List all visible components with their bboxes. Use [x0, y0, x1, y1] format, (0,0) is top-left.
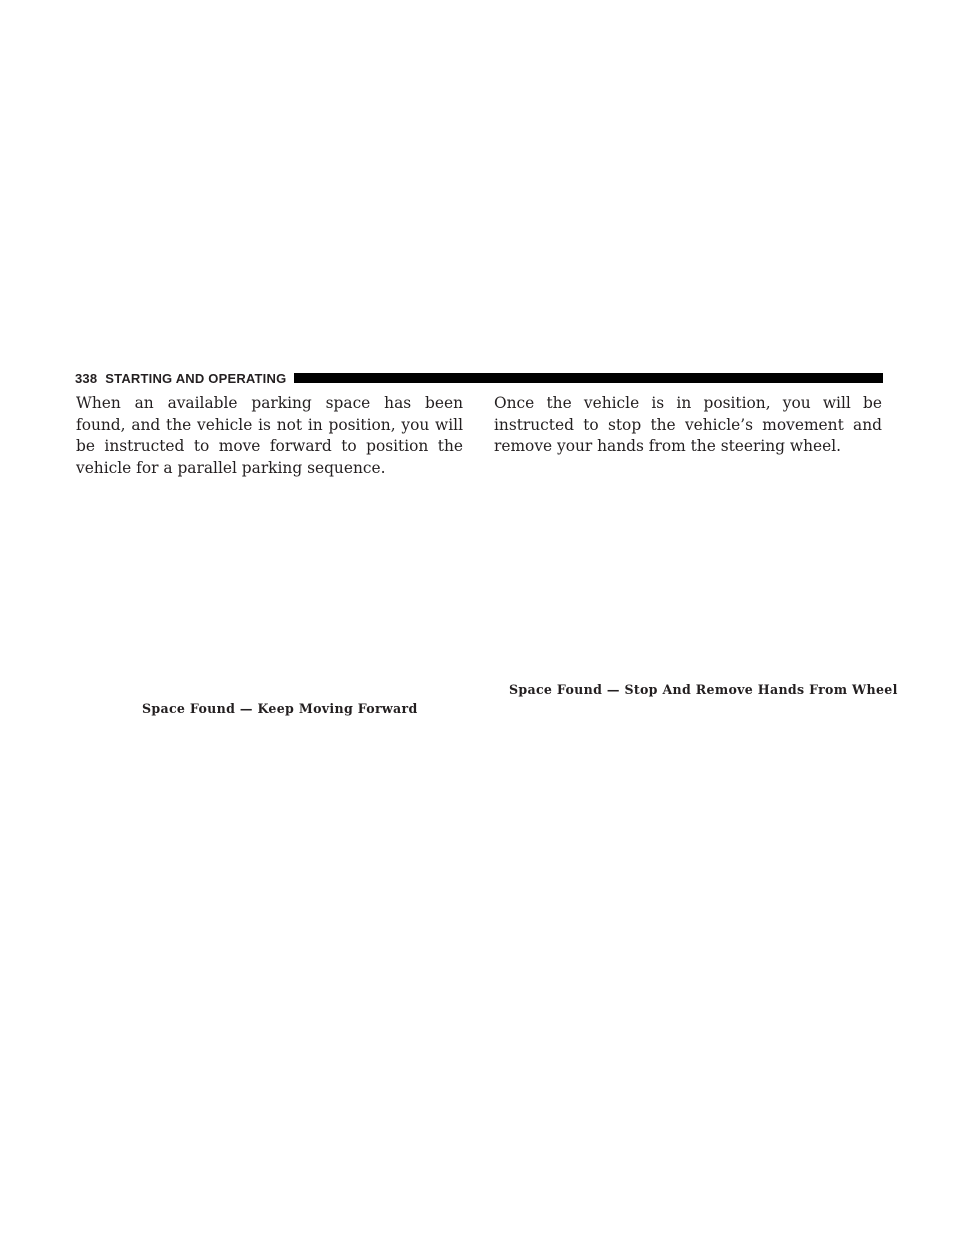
left-paragraph: When an available parking space has been found, and the vehicle is not in position, you will be instructed to move forward to position the vehicle for a parallel parking sequence.	[76, 394, 463, 477]
right-figure-area	[494, 465, 882, 670]
right-column	[494, 393, 882, 458]
left-column	[76, 393, 463, 479]
header-rule	[294, 373, 883, 383]
page-number: 338	[75, 370, 98, 386]
right-paragraph: Once the vehicle is in position, you will be instructed to stop the vehicle’s movement and remove your hands from the steering wheel.	[494, 394, 882, 455]
left-figure-area	[76, 480, 463, 690]
page-header	[75, 370, 883, 386]
right-figure-caption: Space Found — Stop And Remove Hands From Wheel	[509, 682, 898, 697]
section-title: STARTING AND OPERATING	[105, 370, 287, 386]
left-figure-caption: Space Found — Keep Moving Forward	[142, 701, 418, 716]
